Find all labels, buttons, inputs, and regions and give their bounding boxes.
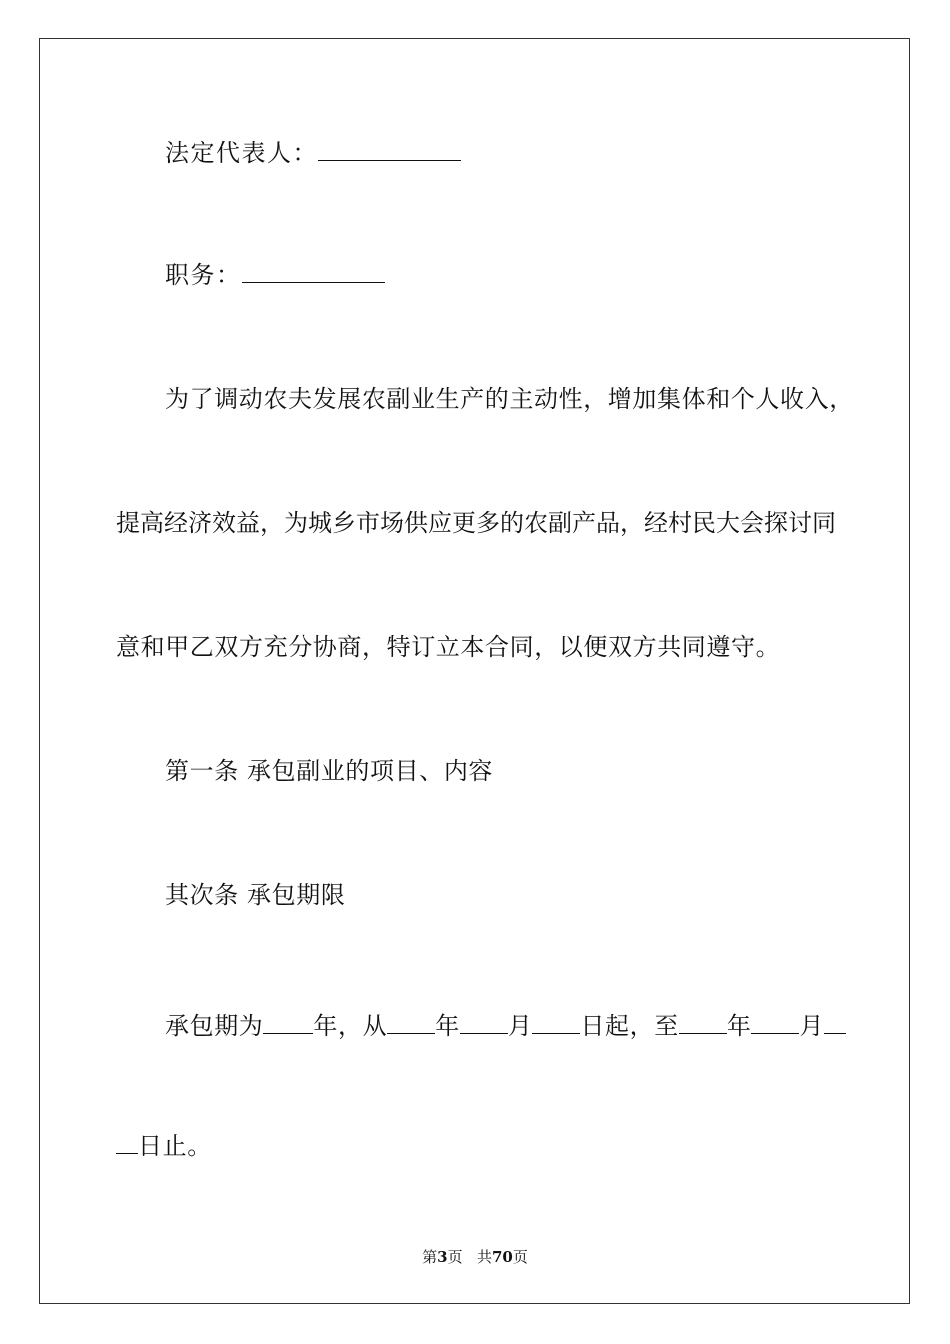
end-day-blank-part1[interactable] (824, 1011, 846, 1034)
contract-term-line (165, 1011, 846, 1041)
term-prefix: 承包期为 (165, 1012, 264, 1040)
article-1-heading: 第一条 承包副业的项目、内容 (165, 757, 494, 785)
total-pages: 70 (491, 1248, 513, 1266)
page-frame (39, 38, 910, 1304)
total-prefix: 共 (476, 1248, 492, 1266)
start-year-label: 年 (435, 1012, 460, 1040)
total-suffix: 页 (512, 1248, 528, 1266)
position-line (165, 260, 385, 290)
end-day-blank-part2[interactable] (116, 1131, 138, 1154)
position-blank[interactable] (242, 260, 385, 283)
legal-representative-blank[interactable] (318, 138, 461, 161)
start-day-label: 日起，至 (580, 1012, 679, 1040)
start-month-blank[interactable] (460, 1011, 508, 1034)
paragraph-line-2: 提高经济效益，为城乡市场供应更多的农副产品，经村民大会探讨同 (116, 509, 836, 537)
end-year-label: 年 (726, 1012, 752, 1040)
start-year-blank[interactable] (387, 1011, 435, 1034)
paragraph-line-1: 为了调动农夫发展农副业生产的主动性，增加集体和个人收入， (165, 385, 854, 413)
term-years-blank[interactable] (263, 1011, 313, 1034)
contract-term-end-line (116, 1131, 212, 1161)
term-year-from: 年，从 (313, 1012, 388, 1040)
end-month-label: 月 (799, 1012, 825, 1040)
article-2-heading: 其次条 承包期限 (165, 881, 346, 909)
legal-representative-line (165, 138, 461, 168)
legal-representative-label: 法定代表人： (165, 139, 318, 167)
end-month-blank[interactable] (751, 1011, 799, 1034)
page-suffix: 页 (447, 1248, 463, 1266)
page-footer (0, 1247, 950, 1267)
term-end-label: 日止。 (138, 1132, 212, 1160)
start-month-label: 月 (507, 1012, 533, 1040)
page-prefix: 第 (422, 1248, 438, 1266)
page-number: 3 (437, 1248, 448, 1266)
position-label: 职务： (165, 261, 242, 289)
end-year-blank[interactable] (679, 1011, 727, 1034)
start-day-blank[interactable] (532, 1011, 580, 1034)
paragraph-line-3: 意和甲乙双方充分协商，特订立本合同，以便双方共同遵守。 (116, 633, 781, 661)
